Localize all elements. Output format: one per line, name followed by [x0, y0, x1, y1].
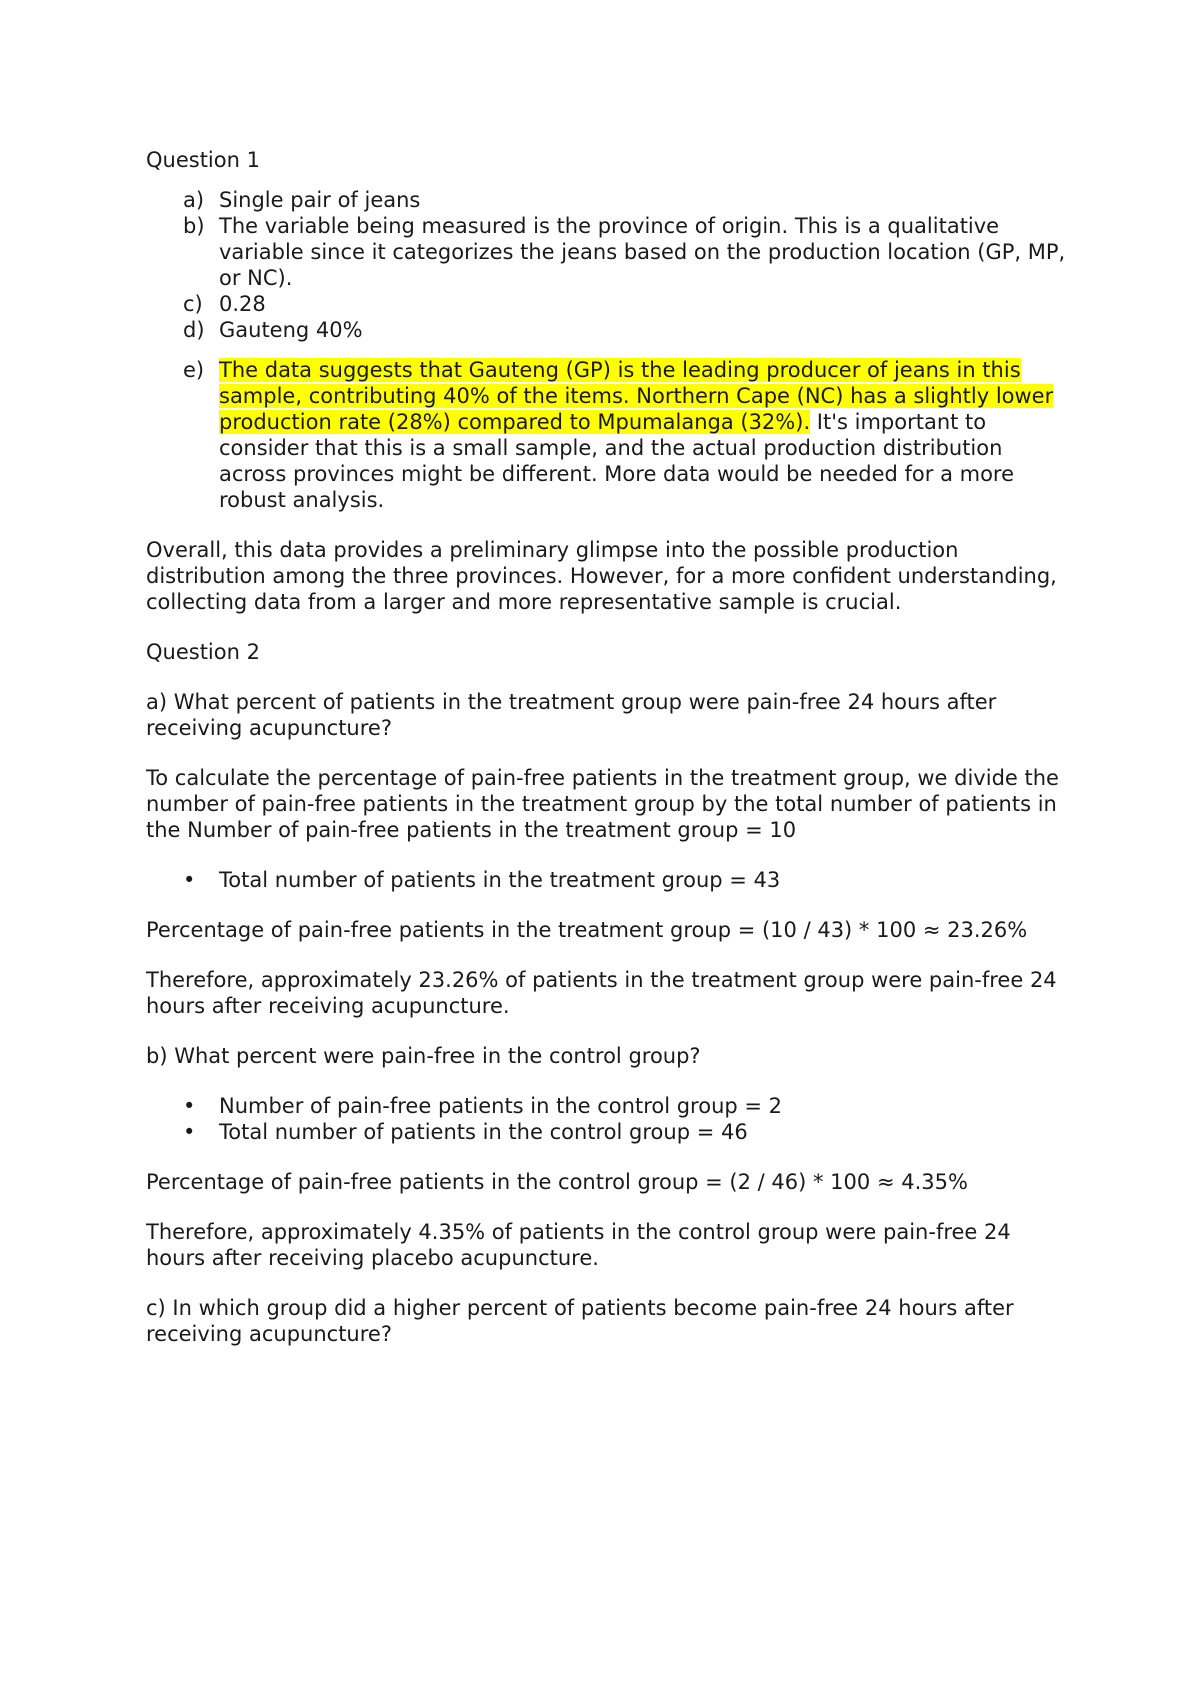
spacer [146, 665, 1076, 689]
answer-text: The variable being measured is the province of origin. This is a qualitative variable since it categorizes the jeans based on the production location (GP, MP, or NC). [219, 214, 1066, 290]
q2a-question: a) What percent of patients in the treatment group were pain-free 24 hours after receiving acupuncture? [146, 690, 997, 740]
list-marker: d) [183, 318, 205, 342]
list-item [146, 1093, 1076, 1119]
spacer [146, 1069, 1076, 1093]
spacer [146, 1019, 1076, 1043]
q2a-calculation: Percentage of pain-free patients in the treatment group = (10 / 43) * 100 ≈ 23.26% [146, 918, 1028, 942]
list-marker: e) [183, 358, 205, 382]
q2b-question: b) What percent were pain-free in the control group? [146, 1044, 701, 1068]
answer-b [146, 213, 1076, 291]
list-marker: b) [183, 214, 205, 238]
spacer [146, 615, 1076, 639]
bullet-icon: • [183, 868, 196, 892]
question-2-title: Question 2 [146, 640, 260, 664]
answer-text: It's important to consider that this is a small sample, and the actual production distribution across provinces might be different. More data would be needed for a more robust analysis. [219, 410, 1015, 512]
bullet-text: Total number of patients in the control group = 46 [219, 1120, 748, 1144]
bullet-icon: • [183, 1120, 196, 1144]
bullet-text: Total number of patients in the treatment group = 43 [219, 868, 781, 892]
question-1-title: Question 1 [146, 148, 260, 172]
spacer [146, 893, 1076, 917]
spacer [146, 513, 1076, 537]
spacer [146, 1195, 1076, 1219]
answer-a [146, 187, 1076, 213]
bullet-text: Number of pain-free patients in the control group = 2 [219, 1094, 783, 1118]
list-marker: c) [183, 292, 203, 316]
spacer [146, 943, 1076, 967]
answer-e [146, 357, 1076, 513]
spacer [146, 843, 1076, 867]
spacer [146, 1145, 1076, 1169]
q2b-conclusion: Therefore, approximately 4.35% of patients in the control group were pain-free 24 hours after receiving placebo acupuncture. [146, 1220, 1011, 1270]
document-body [146, 147, 1076, 1347]
spacer [146, 1271, 1076, 1295]
answer-text: 0.28 [219, 292, 266, 316]
q2c-question: c) In which group did a higher percent of patients become pain-free 24 hours after receiving acupuncture? [146, 1296, 1014, 1346]
answer-text: Single pair of jeans [219, 188, 421, 212]
answer-d [146, 317, 1076, 343]
answer-c [146, 291, 1076, 317]
list-item [146, 1119, 1076, 1145]
highlighted-text: The data suggests that Gauteng (GP) is the leading producer of jeans in this sample, contributing 40% of the items. Northern Cape (NC) has a slightly lower production rate (28%) compared to Mpumalanga (32%). [219, 358, 1054, 434]
q2a-conclusion: Therefore, approximately 23.26% of patients in the treatment group were pain-free 24 hours after receiving acupuncture. [146, 968, 1057, 1018]
bullet-icon: • [183, 1094, 196, 1118]
answer-text: Gauteng 40% [219, 318, 363, 342]
question-1-answers [146, 187, 1076, 513]
list-item [146, 867, 1076, 893]
q2b-bullet-list [146, 1093, 1076, 1145]
q2a-explanation: To calculate the percentage of pain-free patients in the treatment group, we divide the number of pain-free patients in the treatment group by the total number of patients in the Number of pain-free patients in the treatment group = 10 [146, 766, 1059, 842]
q1-overall-paragraph: Overall, this data provides a preliminary glimpse into the possible production distribution among the three provinces. However, for a more confident understanding, collecting data from a larger and more representative sample is crucial. [146, 538, 1057, 614]
q2a-bullet-list [146, 867, 1076, 893]
spacer [146, 741, 1076, 765]
list-marker: a) [183, 188, 205, 212]
q2b-calculation: Percentage of pain-free patients in the control group = (2 / 46) * 100 ≈ 4.35% [146, 1170, 968, 1194]
